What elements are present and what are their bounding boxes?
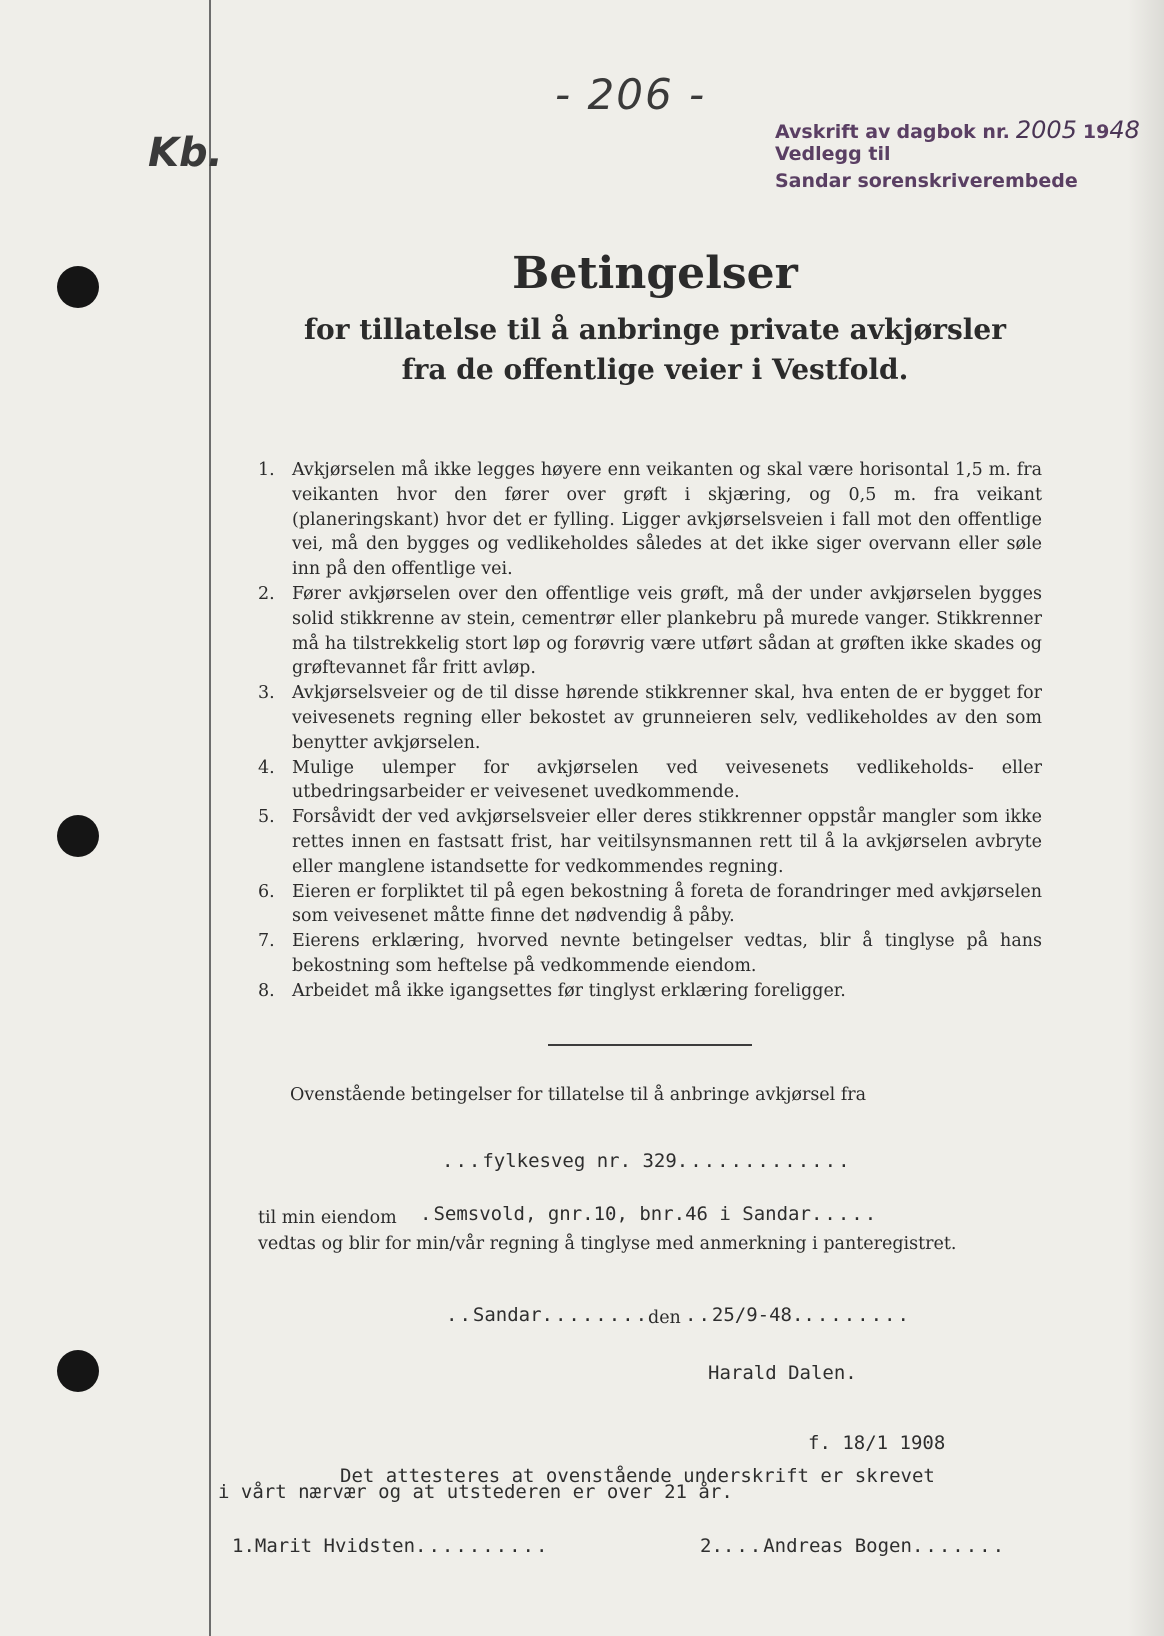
section-divider	[548, 1044, 752, 1046]
condition-number: 3.	[258, 683, 275, 704]
condition-item	[258, 582, 1042, 681]
date-value: 25/9-48.	[711, 1304, 804, 1326]
condition-text: Arbeidet må ikke igangsettes før tinglyst erklæring foreligger.	[292, 980, 846, 1001]
punch-hole-bottom	[57, 1350, 99, 1392]
condition-text: Forsåvidt der ved avkjørselsveier eller deres stikkrenner oppstår mangler som ikke rettes innen en fastsatt frist, har veitilsynsmannen rett til å la avkjørselen avbryte eller manglene istandsette for vedkommendes regning.	[292, 807, 1042, 877]
subtitle-line-1: for tillatelse til å anbringe private avkjørsler	[304, 313, 1006, 346]
place-value: Sandar	[472, 1304, 542, 1326]
condition-number: 7.	[258, 931, 275, 952]
stamp-dagbok-label: dagbok nr.	[896, 121, 1010, 143]
witness-2: 2....Andreas Bogen.......	[700, 1535, 1007, 1557]
stamp-year-suffix: 48	[1109, 116, 1140, 144]
condition-text: Eieren er forpliktet til på egen bekostning å foreta de forandringer med avkjørselen som veivesenet måtte finne det nødvendig å påby.	[292, 881, 1042, 927]
property-field: .Semsvold, gnr.10, bnr.46 i Sandar.....	[420, 1203, 879, 1225]
place-field: ..Sandar........	[446, 1304, 650, 1326]
registration-text: vedtas og blir for min/vår regning å tinglyse med anmerkning i panteregistret.	[258, 1234, 957, 1254]
date-field: ..25/9-48.........	[685, 1304, 911, 1326]
punch-hole-middle	[57, 815, 99, 857]
witness-1: 1.Marit Hvidsten..........	[232, 1535, 550, 1557]
condition-number: 1.	[258, 460, 275, 480]
condition-item	[258, 458, 1042, 582]
margin-line	[209, 0, 211, 1636]
birth-date: f. 18/1 1908	[808, 1432, 946, 1454]
page-number: - 206 -	[555, 70, 707, 119]
attestation-line-1: Det attesteres at ovenstående underskrift er skrevet	[340, 1465, 935, 1487]
condition-item	[258, 805, 1042, 879]
date-label: den	[648, 1308, 681, 1328]
condition-number: 5.	[258, 807, 275, 828]
witness-1-number: 1.	[232, 1535, 255, 1557]
condition-text: Avkjørselsveier og de til disse hørende stikkrenner skal, hva enten de er bygget for veivesenets regning eller bekostet av grunneieren selv, vedlikeholdes av den som benytter avkjørselen.	[292, 683, 1042, 753]
signer-name: Harald Dalen.	[708, 1362, 857, 1384]
document-title: Betingelser	[512, 248, 798, 299]
condition-text: Fører avkjørselen over den offentlige veis grøft, må der under avkjørselen bygges solid stikkrenne av stein, cementrør eller plankebru på murede vanger. Stikkrenner må ha tilstrekkelig stort løp og forøvrig være utført sådan at grøften ikke skades og grøftevannet får fritt avløp.	[292, 583, 1042, 679]
condition-item	[258, 756, 1042, 806]
condition-item	[258, 681, 1042, 755]
property-label: til min eiendom	[258, 1208, 397, 1228]
condition-item	[258, 929, 1042, 979]
subtitle-line-2: fra de offentlige veier i Vestfold.	[401, 353, 909, 386]
document-subtitle	[0, 310, 1164, 390]
stamp-year-prefix: 19	[1082, 121, 1110, 143]
attestation-line-2: i vårt nærvær og at utstederen er over 21 år.	[218, 1481, 733, 1503]
stamp-office: Sandar sorenskriverembede	[775, 170, 1078, 192]
condition-number: 8.	[258, 980, 275, 1001]
stamp-line-vedlegg: Vedlegg til	[775, 143, 891, 165]
conditions-list	[258, 458, 1042, 1004]
condition-item	[258, 880, 1042, 930]
stamp-dagbok-number: 2005	[1015, 116, 1077, 144]
handwritten-initials: Kb.	[148, 130, 223, 176]
registry-stamp	[775, 118, 1140, 193]
condition-text: Eierens erklæring, hvorved nevnte betingelser vedtas, blir å tinglyse på hans bekostning som heftelse på vedkommende eiendom.	[292, 931, 1042, 976]
condition-number: 4.	[258, 757, 275, 778]
road-value: fylkesveg nr. 329	[482, 1150, 677, 1172]
condition-number: 2.	[258, 583, 275, 604]
property-value: Semsvold, gnr.10, bnr.46 i Sandar	[433, 1203, 811, 1225]
condition-text: Avkjørselen må ikke legges høyere enn veikanten og skal være horisontal 1,5 m. fra veikanten hvor den fører over grøft i skjæring, og 0,5 m. fra veikant (planeringskant) hvor det er fylling. Ligger avkjørselsveien i fall mot den offentlige vei, må den bygges og vedlikeholdes således at det ikke siger overvann eller søle inn på den offentlige vei.	[292, 460, 1042, 580]
condition-number: 6.	[258, 881, 275, 902]
witness-2-name: Andreas Bogen	[763, 1535, 912, 1557]
witness-2-number: 2.	[700, 1535, 723, 1557]
declaration-intro: Ovenstående betingelser for tillatelse til å anbringe avkjørsel fra	[290, 1085, 867, 1105]
page-edge-shadow	[1128, 0, 1164, 1636]
condition-item	[258, 979, 1042, 1004]
condition-text: Mulige ulemper for avkjørselen ved veivesenets vedlikeholds- eller utbedringsarbeider er veivesenet uvedkommende.	[292, 757, 1042, 803]
stamp-line-avskrift: Avskrift av	[775, 121, 891, 143]
witness-1-name: Marit Hvidsten	[254, 1535, 416, 1557]
road-field: ...fylkesveg nr. 329.............	[442, 1150, 852, 1172]
